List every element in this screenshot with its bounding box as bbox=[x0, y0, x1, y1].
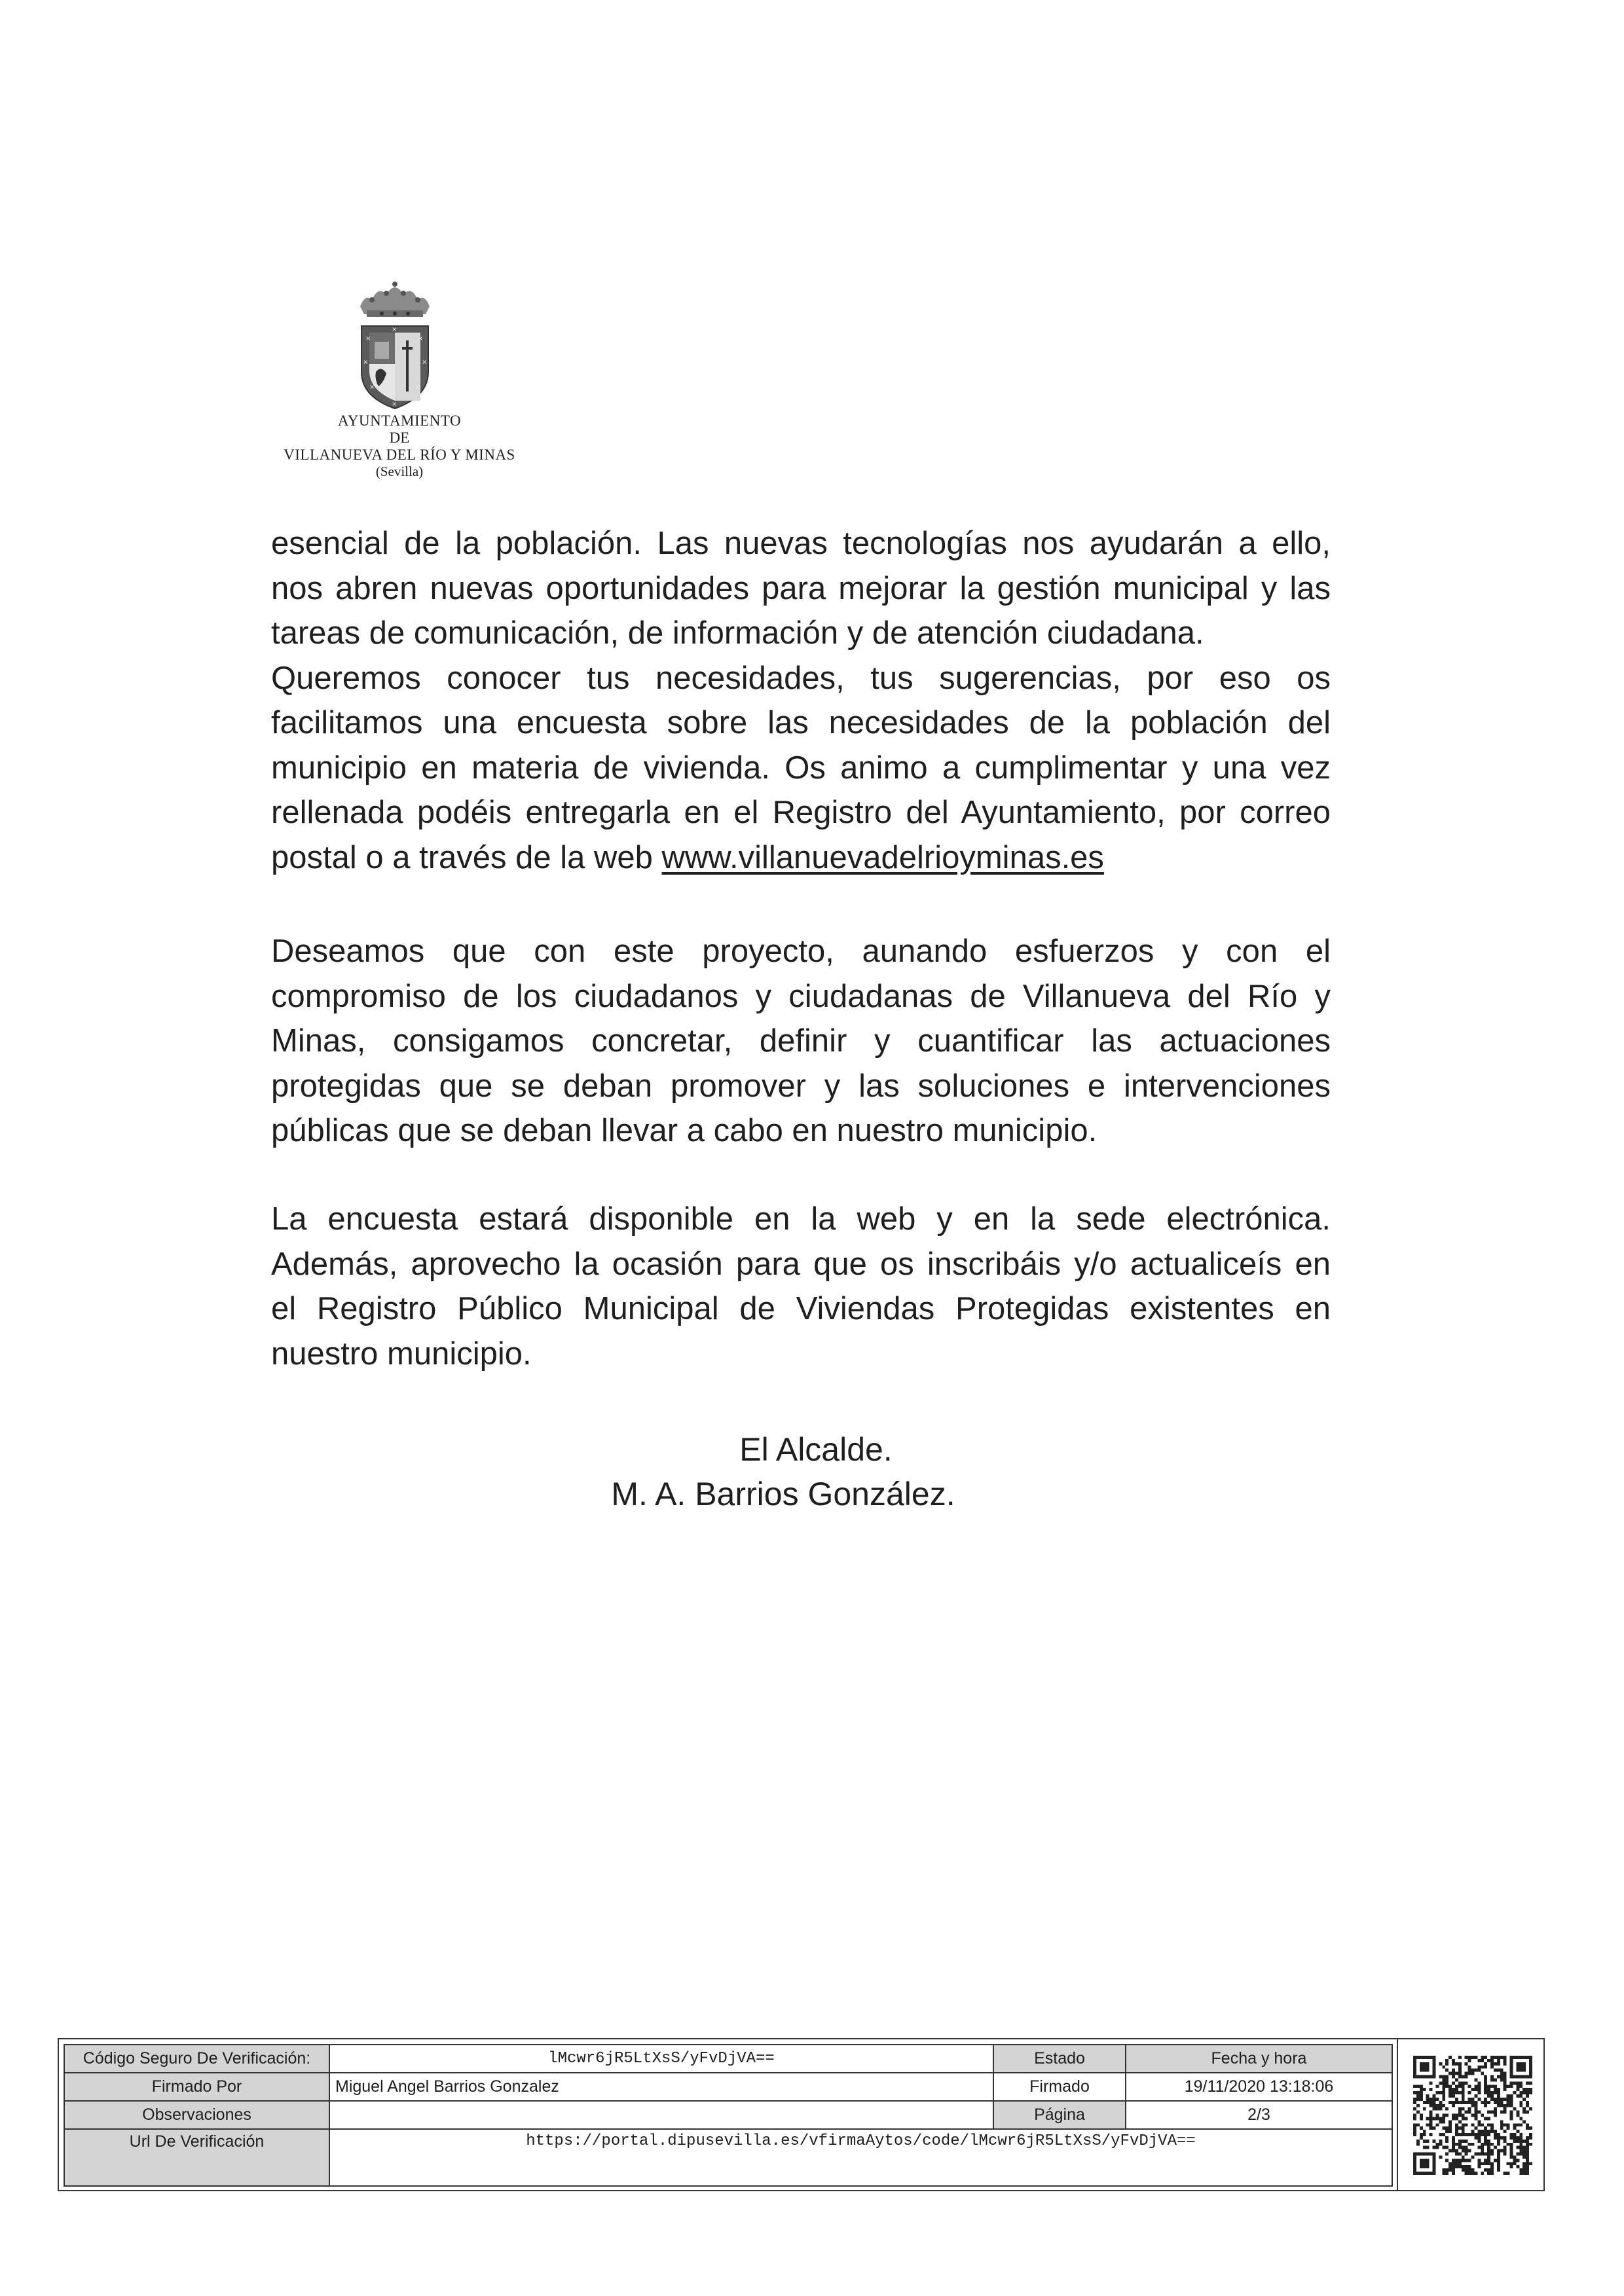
svg-text:×: × bbox=[392, 326, 397, 333]
csv-label: Código Seguro De Verificación: bbox=[64, 2045, 329, 2073]
svg-text:×: × bbox=[422, 359, 428, 366]
signature-name: M. A. Barrios González. bbox=[611, 1476, 955, 1512]
table-row bbox=[64, 2045, 1392, 2073]
text-line: rellenada podéis entregarla en el Registro del Ayuntamiento, por correo bbox=[271, 795, 1331, 830]
paragraph-1 bbox=[271, 521, 1331, 880]
text-line: municipio en materia de vivienda. Os animo a cumplimentar y una vez bbox=[271, 750, 1331, 786]
text-line: facilitamos una encuesta sobre las necesidades de la población del bbox=[271, 705, 1331, 740]
firmado-por-label: Firmado Por bbox=[64, 2073, 329, 2101]
text-line: Queremos conocer tus necesidades, tus sugerencias, por eso os bbox=[271, 660, 1331, 696]
paragraph-2 bbox=[271, 929, 1331, 1154]
text-line: esencial de la población. Las nuevas tecnologías nos ayudarán a ello, bbox=[271, 526, 1331, 561]
text-line bbox=[271, 835, 1331, 881]
text-line: tareas de comunicación, de información y de atención ciudadana. bbox=[271, 615, 1204, 651]
letterhead-line-2: DE bbox=[389, 429, 410, 446]
text-line: Además, aprovecho la ocasión para que os inscribáis y/o actualiceís en bbox=[271, 1246, 1331, 1282]
verification-table bbox=[64, 2044, 1393, 2187]
svg-text:×: × bbox=[418, 335, 424, 342]
text-line: La encuesta estará disponible en la web y en la sede electrónica. bbox=[271, 1201, 1331, 1237]
svg-text:×: × bbox=[363, 359, 369, 366]
letterhead-line-3: VILLANUEVA DEL RÍO Y MINAS bbox=[284, 446, 515, 463]
url-label: Url De Verificación bbox=[64, 2129, 329, 2186]
observaciones-value bbox=[329, 2101, 993, 2129]
table-row bbox=[64, 2101, 1392, 2129]
paragraph-3 bbox=[271, 1197, 1331, 1376]
observaciones-label: Observaciones bbox=[64, 2101, 329, 2129]
verification-divider bbox=[1397, 2038, 1398, 2191]
firmado-por-value: Miguel Angel Barrios Gonzalez bbox=[329, 2073, 993, 2101]
svg-text:×: × bbox=[392, 401, 397, 408]
estado-value: Firmado bbox=[993, 2073, 1126, 2101]
text-line: compromiso de los ciudadanos y ciudadanas de Villanueva del Río y bbox=[271, 978, 1331, 1014]
pagina-value: 2/3 bbox=[1126, 2101, 1392, 2129]
qr-code-icon[interactable] bbox=[1413, 2056, 1532, 2175]
website-link[interactable]: www.villanuevadelrioyminas.es bbox=[661, 839, 1104, 875]
text-line: nos abren nuevas oportunidades para mejorar la gestión municipal y las bbox=[271, 570, 1331, 606]
csv-value: lMcwr6jR5LtXsS/yFvDjVA== bbox=[329, 2045, 993, 2073]
text-line: Minas, consigamos concretar, definir y cuantificar las actuaciones bbox=[271, 1023, 1331, 1059]
text-line: públicas que se deban llevar a cabo en nuestro municipio. bbox=[271, 1113, 1098, 1148]
estado-label: Estado bbox=[993, 2045, 1126, 2073]
svg-text:×: × bbox=[369, 384, 375, 391]
coat-of-arms-icon bbox=[352, 280, 437, 411]
pagina-label: Página bbox=[993, 2101, 1126, 2129]
signature-title: El Alcalde. bbox=[739, 1431, 893, 1468]
verification-url[interactable]: https://portal.dipusevilla.es/vfirmaAytos/code/lMcwr6jR5LtXsS/yFvDjVA== bbox=[329, 2129, 1392, 2186]
letterhead-line-4: (Sevilla) bbox=[375, 464, 424, 479]
text-line: nuestro municipio. bbox=[271, 1336, 532, 1372]
table-row bbox=[64, 2129, 1392, 2186]
svg-text:×: × bbox=[415, 384, 421, 391]
fecha-label: Fecha y hora bbox=[1126, 2045, 1392, 2073]
fecha-value: 19/11/2020 13:18:06 bbox=[1126, 2073, 1392, 2101]
letterhead-line-1: AYUNTAMIENTO bbox=[337, 412, 462, 429]
text-line: protegidas que se deban promover y las soluciones e intervenciones bbox=[271, 1068, 1331, 1104]
text-line: Deseamos que con este proyecto, aunando esfuerzos y con el bbox=[271, 934, 1331, 969]
svg-text:×: × bbox=[365, 335, 371, 342]
table-row bbox=[64, 2073, 1392, 2101]
text-line: el Registro Público Municipal de Viviendas Protegidas existentes en bbox=[271, 1291, 1331, 1326]
text-line-prefix: postal o a través de la web bbox=[271, 839, 662, 875]
